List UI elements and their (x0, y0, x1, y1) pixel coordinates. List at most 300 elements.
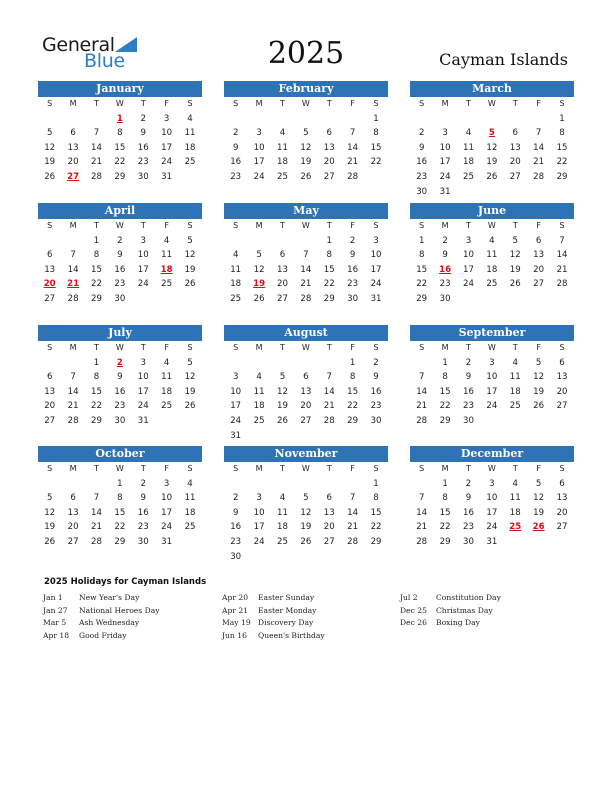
day-cell: 9 (442, 250, 448, 261)
day-cell: 16 (114, 386, 126, 397)
day-cell: 17 (486, 507, 498, 518)
holiday-name: Easter Monday (258, 605, 317, 615)
holiday-day-cell: 5 (488, 128, 495, 139)
day-cell: 11 (161, 372, 173, 383)
day-cell: 3 (256, 493, 262, 504)
day-cell: 11 (184, 493, 196, 504)
day-cell: 19 (44, 157, 56, 168)
day-cell: 15 (370, 142, 382, 153)
month-header: February (224, 81, 388, 97)
day-cell: 6 (46, 250, 53, 261)
day-cell: 29 (114, 171, 126, 182)
day-cell: 25 (184, 157, 196, 168)
day-cell: 22 (347, 401, 359, 412)
day-cell: 9 (465, 372, 472, 383)
day-cell: 4 (465, 128, 472, 139)
day-cell: 10 (486, 493, 498, 504)
month-february (224, 81, 388, 201)
weekday-header: T (140, 221, 146, 230)
day-cell: 18 (509, 507, 521, 518)
weekday-header: M (69, 343, 77, 352)
day-cell: 20 (277, 279, 288, 290)
day-cell: 22 (556, 157, 568, 168)
day-cell: 12 (184, 250, 196, 261)
day-cell: 9 (140, 493, 146, 504)
day-cell: 25 (509, 401, 521, 412)
day-cell: 5 (512, 235, 518, 246)
day-cell: 10 (439, 142, 451, 153)
month-november (224, 446, 388, 566)
day-cell: 28 (533, 171, 545, 182)
weekday-header: S (233, 99, 239, 108)
empty-cell (61, 477, 84, 492)
day-cell: 4 (163, 235, 170, 246)
day-cell: 28 (556, 279, 568, 290)
day-cell: 13 (556, 493, 568, 504)
day-cell: 11 (509, 372, 521, 383)
weekday-header: T (512, 464, 518, 473)
holiday-row (400, 592, 501, 605)
day-cell: 15 (91, 264, 102, 275)
day-cell: 12 (533, 372, 545, 383)
weekday-header: S (187, 464, 193, 473)
day-cell: 30 (370, 415, 382, 426)
empty-cell (38, 477, 61, 492)
day-cell: 22 (416, 279, 428, 290)
day-cell: 25 (463, 171, 474, 182)
empty-cell (271, 477, 294, 492)
holiday-day-cell: 27 (67, 171, 80, 182)
month-august (224, 325, 388, 445)
day-cell: 28 (67, 293, 79, 304)
day-cell: 14 (533, 142, 545, 153)
day-cell: 14 (67, 264, 79, 275)
day-cell: 29 (370, 536, 382, 547)
day-cell: 2 (232, 493, 239, 504)
month-header: June (410, 203, 574, 219)
weekday-header: S (233, 464, 239, 473)
holiday-row (43, 617, 160, 630)
day-cell: 21 (300, 279, 312, 290)
weekday-header: S (47, 343, 53, 352)
day-cell: 1 (373, 478, 379, 489)
day-cell: 15 (556, 142, 568, 153)
holiday-day-cell: 25 (509, 522, 522, 533)
day-cell: 26 (44, 536, 56, 547)
holiday-name: National Heroes Day (79, 605, 160, 615)
day-cell: 29 (323, 293, 335, 304)
day-cell: 9 (349, 250, 356, 261)
day-cell: 16 (137, 142, 149, 153)
holiday-date: Mar 5 (43, 618, 67, 627)
holiday-name: Discovery Day (258, 618, 314, 627)
weekday-header: W (487, 343, 496, 352)
day-cell: 15 (114, 507, 126, 518)
day-cell: 8 (559, 128, 565, 139)
weekday-header: T (512, 221, 518, 230)
day-cell: 23 (347, 279, 359, 290)
day-cell: 18 (277, 522, 288, 533)
day-cell: 30 (137, 536, 149, 547)
day-cell: 20 (323, 157, 335, 168)
day-cell: 27 (533, 279, 545, 290)
day-cell: 24 (370, 279, 382, 290)
empty-cell (271, 112, 294, 127)
day-cell: 10 (161, 493, 173, 504)
empty-cell (433, 112, 456, 127)
day-cell: 6 (326, 128, 332, 139)
month-grid (38, 341, 202, 429)
day-cell: 7 (349, 128, 356, 139)
holidays-title: 2025 Holidays for Cayman Islands (44, 577, 207, 587)
day-cell: 28 (91, 171, 102, 182)
day-cell: 25 (277, 536, 288, 547)
day-cell: 3 (373, 235, 379, 246)
day-cell: 5 (535, 478, 542, 489)
day-cell: 30 (416, 186, 428, 197)
empty-cell (38, 356, 61, 371)
empty-cell (61, 112, 84, 127)
day-cell: 4 (512, 357, 518, 368)
weekday-header: S (559, 343, 565, 352)
day-cell: 17 (230, 401, 242, 412)
weekday-header: S (47, 464, 53, 473)
holiday-day-cell: 18 (160, 264, 173, 275)
day-cell: 13 (67, 507, 79, 518)
holiday-date: Jul 2 (400, 593, 418, 602)
weekday-header: M (441, 221, 449, 230)
day-cell: 22 (323, 279, 335, 290)
day-cell: 23 (439, 279, 451, 290)
day-cell: 11 (277, 507, 288, 518)
day-cell: 22 (114, 157, 126, 168)
empty-cell (224, 234, 247, 249)
day-cell: 14 (300, 264, 312, 275)
day-cell: 22 (91, 401, 102, 412)
weekday-header: M (69, 464, 77, 473)
day-cell: 2 (140, 478, 146, 489)
holiday-name: Queen's Birthday (258, 630, 325, 640)
day-cell: 9 (117, 250, 123, 261)
day-cell: 15 (91, 386, 102, 397)
weekday-header: F (350, 99, 355, 108)
empty-cell (271, 234, 294, 249)
day-cell: 6 (70, 128, 76, 139)
day-cell: 30 (230, 551, 242, 562)
day-cell: 21 (323, 401, 335, 412)
holiday-name: Good Friday (79, 630, 127, 640)
weekday-header: S (187, 221, 193, 230)
day-cell: 19 (533, 386, 545, 397)
day-cell: 25 (486, 279, 498, 290)
holiday-day-cell: 26 (532, 522, 545, 533)
weekday-header: M (69, 221, 77, 230)
weekday-header: T (94, 464, 99, 473)
month-grid (224, 219, 388, 307)
day-cell: 23 (114, 279, 126, 290)
day-cell: 8 (117, 493, 123, 504)
weekday-header: F (164, 464, 169, 473)
day-cell: 24 (463, 279, 474, 290)
weekday-header: T (280, 343, 285, 352)
day-cell: 18 (463, 157, 474, 168)
day-cell: 24 (253, 171, 265, 182)
weekday-header: M (441, 343, 449, 352)
day-cell: 6 (559, 478, 565, 489)
weekday-header: S (373, 221, 379, 230)
day-cell: 5 (303, 128, 309, 139)
day-cell: 19 (533, 507, 545, 518)
day-cell: 23 (137, 157, 149, 168)
day-cell: 2 (349, 235, 356, 246)
day-cell: 26 (253, 293, 265, 304)
day-cell: 12 (300, 507, 312, 518)
holiday-row (43, 605, 160, 618)
day-cell: 14 (91, 142, 102, 153)
day-cell: 12 (253, 264, 265, 275)
day-cell: 3 (140, 357, 146, 368)
day-cell: 21 (91, 157, 102, 168)
day-cell: 10 (486, 372, 498, 383)
day-cell: 12 (533, 493, 545, 504)
month-header: November (224, 446, 388, 462)
holiday-name: Easter Sunday (258, 593, 315, 602)
weekday-header: T (94, 99, 99, 108)
day-cell: 4 (256, 372, 262, 383)
day-cell: 19 (184, 264, 196, 275)
day-cell: 2 (232, 128, 239, 139)
day-cell: 1 (373, 113, 379, 124)
weekday-header: S (419, 464, 425, 473)
day-cell: 16 (137, 507, 149, 518)
day-cell: 25 (161, 279, 173, 290)
day-cell: 15 (439, 386, 451, 397)
day-cell: 24 (161, 522, 173, 533)
day-cell: 28 (300, 293, 312, 304)
day-cell: 22 (91, 279, 102, 290)
day-cell: 16 (347, 264, 359, 275)
day-cell: 29 (416, 293, 428, 304)
day-cell: 15 (416, 264, 428, 275)
day-cell: 23 (230, 171, 242, 182)
day-cell: 31 (230, 430, 242, 441)
day-cell: 3 (256, 128, 262, 139)
day-cell: 20 (556, 507, 568, 518)
empty-cell (410, 112, 433, 127)
empty-cell (38, 112, 61, 127)
empty-cell (271, 356, 294, 371)
day-cell: 6 (279, 250, 286, 261)
day-cell: 19 (509, 264, 521, 275)
holiday-date: Apr 21 (222, 605, 249, 615)
day-cell: 31 (486, 536, 498, 547)
weekday-header: F (350, 464, 355, 473)
calendar-year: 2025 (267, 36, 345, 71)
weekday-header: T (326, 221, 332, 230)
day-cell: 23 (114, 401, 126, 412)
day-cell: 6 (559, 357, 565, 368)
month-grid (410, 341, 574, 429)
month-header: October (38, 446, 202, 462)
empty-cell (247, 112, 270, 127)
holiday-row (222, 592, 325, 605)
day-cell: 25 (230, 293, 242, 304)
day-cell: 30 (439, 293, 451, 304)
day-cell: 20 (533, 264, 545, 275)
day-cell: 22 (439, 522, 451, 533)
day-cell: 12 (44, 507, 56, 518)
day-cell: 8 (373, 128, 379, 139)
day-cell: 6 (46, 372, 53, 383)
day-cell: 7 (70, 372, 76, 383)
day-cell: 28 (67, 415, 79, 426)
day-cell: 26 (300, 536, 312, 547)
day-cell: 28 (416, 415, 428, 426)
weekday-header: M (255, 464, 263, 473)
empty-cell (341, 477, 364, 492)
day-cell: 20 (556, 386, 568, 397)
day-cell: 8 (442, 372, 448, 383)
holiday-row (222, 605, 325, 618)
day-cell: 27 (323, 536, 335, 547)
day-cell: 8 (93, 372, 100, 383)
day-cell: 14 (67, 386, 79, 397)
day-cell: 17 (161, 142, 173, 153)
day-cell: 19 (184, 386, 196, 397)
day-cell: 10 (137, 250, 149, 261)
day-cell: 26 (509, 279, 521, 290)
day-cell: 4 (279, 128, 286, 139)
day-cell: 29 (556, 171, 568, 182)
day-cell: 16 (463, 507, 474, 518)
day-cell: 12 (184, 372, 196, 383)
weekday-header: F (536, 343, 541, 352)
weekday-header: S (373, 464, 379, 473)
holiday-column (222, 592, 325, 642)
day-cell: 11 (509, 493, 521, 504)
month-header: March (410, 81, 574, 97)
day-cell: 8 (373, 493, 379, 504)
weekday-header: M (69, 99, 77, 108)
empty-cell (247, 356, 270, 371)
empty-cell (294, 356, 317, 371)
day-cell: 1 (418, 235, 425, 246)
day-cell: 15 (370, 507, 382, 518)
day-cell: 3 (232, 372, 239, 383)
month-january (38, 81, 202, 201)
day-cell: 10 (137, 372, 149, 383)
holiday-day-cell: 19 (253, 279, 266, 290)
day-cell: 31 (161, 536, 173, 547)
day-cell: 14 (556, 250, 568, 261)
day-cell: 12 (300, 142, 312, 153)
weekday-header: S (373, 343, 379, 352)
day-cell: 2 (418, 128, 425, 139)
day-cell: 24 (137, 279, 149, 290)
day-cell: 20 (323, 522, 335, 533)
month-header: July (38, 325, 202, 341)
day-cell: 10 (230, 386, 242, 397)
day-cell: 20 (67, 157, 79, 168)
empty-cell (224, 356, 247, 371)
day-cell: 29 (91, 415, 102, 426)
day-cell: 30 (347, 293, 359, 304)
day-cell: 23 (230, 536, 242, 547)
day-cell: 18 (277, 157, 288, 168)
day-cell: 19 (300, 522, 312, 533)
weekday-header: W (115, 221, 124, 230)
day-cell: 22 (439, 401, 451, 412)
holiday-row (222, 617, 325, 630)
day-cell: 18 (184, 507, 196, 518)
day-cell: 14 (347, 142, 359, 153)
day-cell: 1 (559, 113, 565, 124)
day-cell: 28 (347, 536, 359, 547)
day-cell: 4 (512, 478, 518, 489)
day-cell: 30 (114, 293, 126, 304)
holiday-day-cell: 16 (439, 264, 452, 275)
day-cell: 24 (253, 536, 265, 547)
day-cell: 16 (370, 386, 382, 397)
month-grid (224, 462, 388, 564)
day-cell: 31 (161, 171, 173, 182)
month-header: September (410, 325, 574, 341)
holiday-date: Apr 18 (43, 630, 70, 640)
day-cell: 7 (418, 493, 425, 504)
day-cell: 7 (93, 493, 100, 504)
day-cell: 17 (253, 522, 265, 533)
day-cell: 16 (114, 264, 126, 275)
day-cell: 2 (465, 357, 472, 368)
day-cell: 5 (187, 357, 193, 368)
weekday-header: F (164, 343, 169, 352)
weekday-header: W (487, 99, 496, 108)
day-cell: 16 (463, 386, 474, 397)
weekday-header: S (187, 343, 193, 352)
day-cell: 21 (347, 522, 359, 533)
weekday-header: T (512, 343, 518, 352)
day-cell: 5 (303, 493, 309, 504)
day-cell: 2 (373, 357, 379, 368)
day-cell: 26 (277, 415, 288, 426)
day-cell: 1 (442, 478, 448, 489)
day-cell: 10 (161, 128, 173, 139)
day-cell: 18 (161, 386, 173, 397)
day-cell: 3 (163, 113, 170, 124)
weekday-header: W (115, 464, 124, 473)
holiday-row (43, 592, 160, 605)
day-cell: 4 (279, 493, 286, 504)
day-cell: 25 (253, 415, 265, 426)
weekday-header: W (487, 464, 496, 473)
day-cell: 26 (533, 401, 545, 412)
weekday-header: S (233, 343, 239, 352)
day-cell: 17 (370, 264, 382, 275)
day-cell: 10 (370, 250, 382, 261)
weekday-header: T (280, 221, 285, 230)
month-march (410, 81, 574, 201)
day-cell: 23 (370, 401, 382, 412)
weekday-header: W (301, 221, 310, 230)
weekday-header: S (419, 221, 425, 230)
day-cell: 30 (463, 415, 474, 426)
empty-cell (410, 356, 433, 371)
day-cell: 6 (326, 493, 332, 504)
day-cell: 24 (137, 401, 149, 412)
day-cell: 8 (117, 128, 123, 139)
day-cell: 6 (535, 235, 542, 246)
holiday-name: Constitution Day (436, 593, 501, 602)
